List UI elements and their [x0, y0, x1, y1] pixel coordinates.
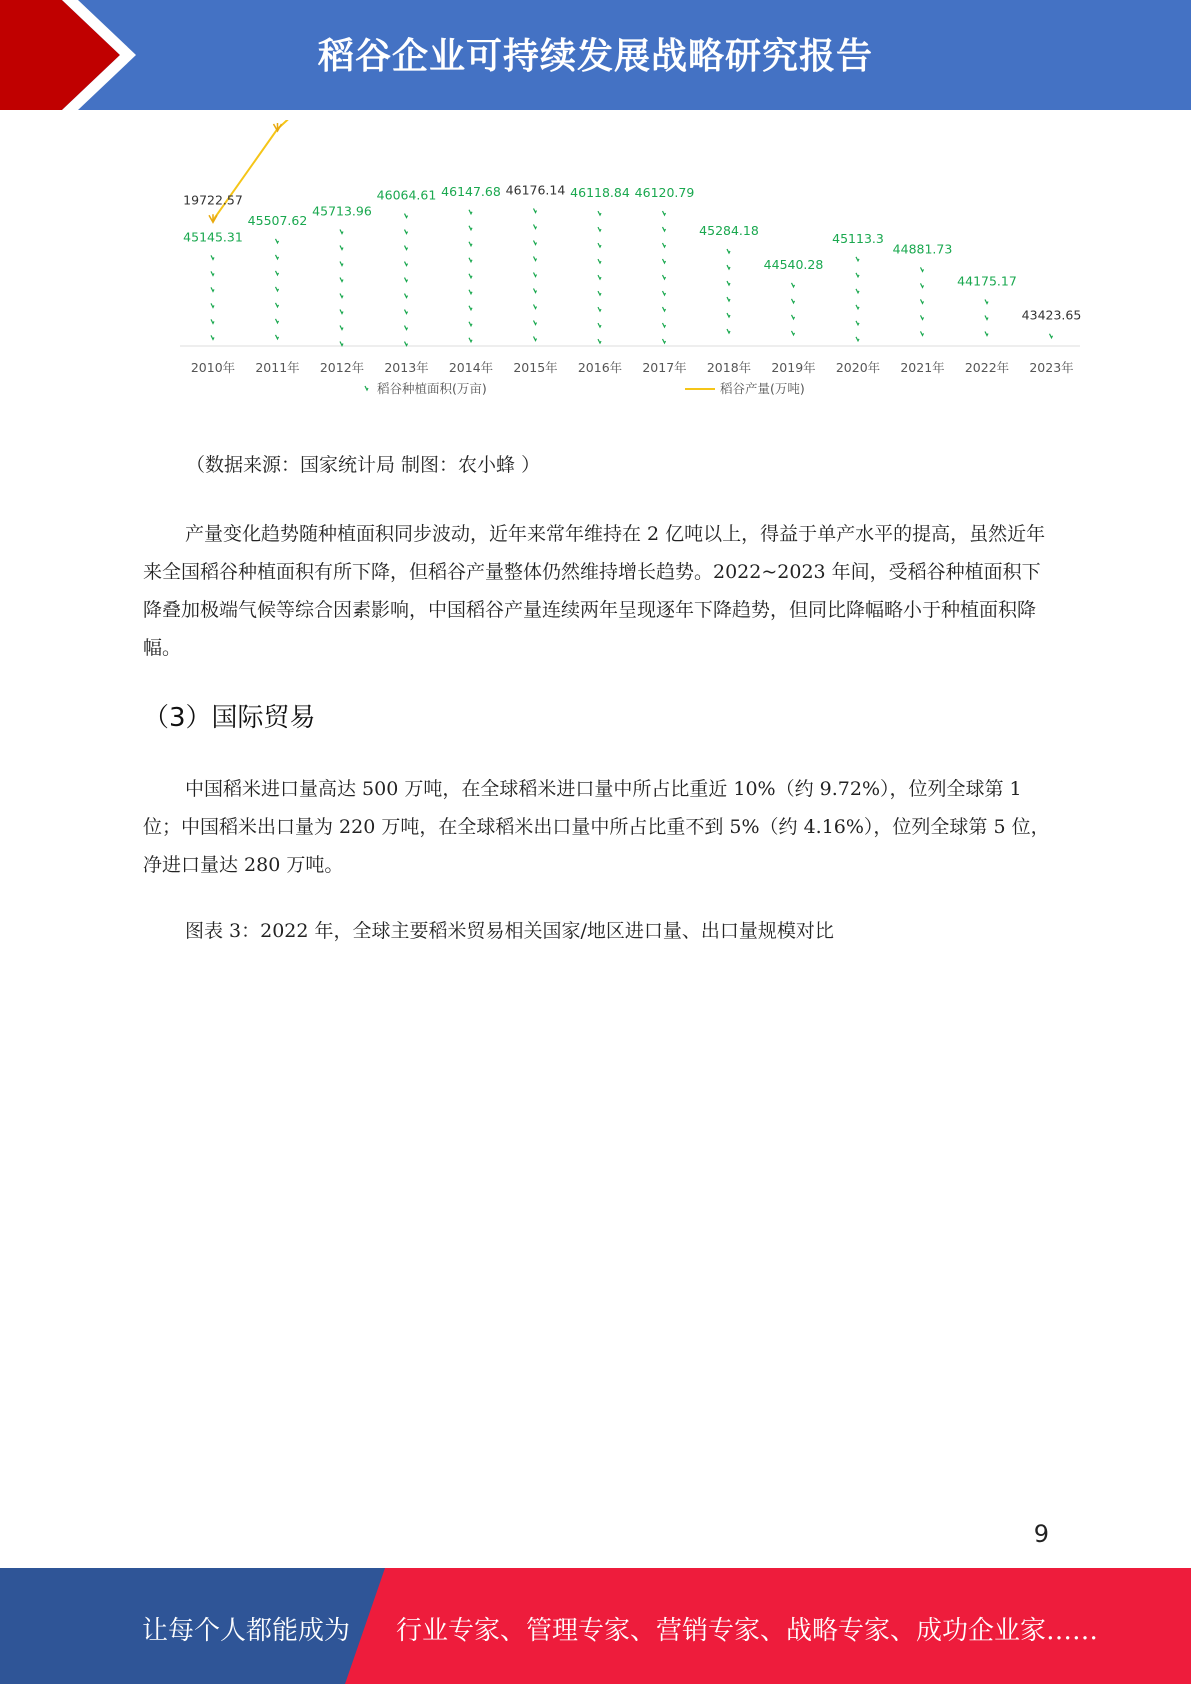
area-seedling-marker	[534, 320, 537, 324]
area-seedling-marker	[340, 278, 343, 282]
x-tick-label: 2021年	[900, 360, 945, 375]
area-seedling-marker	[405, 326, 408, 330]
area-seedling-marker	[405, 262, 408, 266]
footer-slogan-right: 行业专家、管理专家、营销专家、战略专家、成功企业家……	[396, 1616, 1099, 1646]
area-seedling-marker	[1050, 334, 1053, 338]
page-header	[0, 0, 1191, 110]
area-data-label: 46120.79	[634, 185, 695, 201]
area-seedling-marker	[663, 275, 666, 279]
area-seedling-marker	[856, 337, 859, 341]
area-seedling-marker	[405, 342, 408, 346]
x-tick-label: 2015年	[513, 360, 558, 375]
area-seedling-marker	[792, 283, 795, 287]
x-tick-label: 2020年	[835, 360, 881, 375]
report-title: 稻谷企业可持续发展战略研究报告	[317, 36, 873, 77]
area-seedling-marker	[276, 319, 279, 323]
area-data-label: 45284.18	[699, 223, 759, 239]
area-seedling-marker	[405, 278, 408, 282]
area-seedling-marker	[598, 227, 601, 231]
area-data-label: 46176.14	[505, 182, 566, 198]
x-tick-label: 2011年	[255, 360, 300, 375]
area-seedling-marker	[727, 249, 730, 253]
area-seedling-marker	[469, 274, 472, 278]
area-seedling-marker	[663, 339, 666, 343]
x-tick-label: 2022年	[964, 360, 1010, 375]
area-seedling-marker	[340, 294, 343, 298]
area-seedling-marker	[469, 338, 472, 342]
area-data-label: 46064.61	[376, 187, 437, 203]
rice-area-production-chart	[170, 120, 1090, 420]
area-seedling-marker	[469, 242, 472, 246]
area-seedling-marker	[598, 339, 601, 343]
area-seedling-marker	[663, 227, 666, 231]
area-data-label: 45713.96	[312, 203, 372, 219]
legend-area-label: 稻谷种植面积(万亩)	[377, 381, 487, 396]
footer-slogan-left: 让每个人都能成为	[142, 1616, 351, 1646]
x-tick-label: 2014年	[448, 360, 494, 375]
area-seedling-marker	[340, 246, 343, 250]
area-seedling-marker	[534, 256, 537, 260]
area-seedling-marker	[405, 246, 408, 250]
area-seedling-marker	[921, 283, 924, 287]
area-seedling-marker	[985, 332, 988, 336]
area-seedling-marker	[405, 230, 408, 234]
area-seedling-marker	[663, 291, 666, 295]
area-seedling-marker	[985, 316, 988, 320]
area-seedling-marker	[598, 211, 601, 215]
area-seedling-marker	[211, 319, 214, 323]
area-seedling-marker	[985, 300, 988, 304]
x-tick-label: 2019年	[771, 360, 816, 375]
x-tick-label: 2023年	[1029, 360, 1074, 375]
x-tick-label: 2017年	[642, 360, 687, 375]
area-seedling-marker	[727, 297, 730, 301]
area-seedling-marker	[534, 240, 537, 244]
area-data-label: 44540.28	[763, 256, 824, 272]
area-seedling-marker	[727, 313, 730, 317]
area-seedling-marker	[534, 336, 537, 340]
area-seedling-marker	[534, 304, 537, 308]
area-seedling-marker	[921, 299, 924, 303]
area-seedling-marker	[856, 289, 859, 293]
area-seedling-marker	[405, 310, 408, 314]
area-seedling-marker	[340, 310, 343, 314]
area-seedling-marker	[534, 272, 537, 276]
area-seedling-marker	[663, 211, 666, 215]
area-seedling-marker	[792, 315, 795, 319]
area-seedling-marker	[727, 281, 730, 285]
area-seedling-marker	[469, 210, 472, 214]
area-seedling-marker	[663, 323, 666, 327]
production-data-label: 19722.57	[183, 192, 243, 208]
section-heading-international-trade: （3）国际贸易	[143, 703, 316, 733]
area-seedling-marker	[534, 208, 537, 212]
area-seedling-marker	[405, 294, 408, 298]
area-seedling-marker	[469, 306, 472, 310]
area-seedling-marker	[276, 335, 279, 339]
area-data-label: 45145.31	[183, 229, 243, 245]
area-seedling-marker	[727, 329, 730, 333]
area-seedling-marker	[276, 303, 279, 307]
area-seedling-marker	[211, 303, 214, 307]
paragraph-international-trade: 中国稻米进口量高达 500 万吨，在全球稻米进口量中所占比重近 10%（约 9.72%），位列全球第 1 位；中国稻米出口量为 220 万吨，在全球稻米出口量中所占比重不到 5%（约 4.16%），位列全球第 5 位，净进口量达 280 万吨。	[143, 778, 1050, 876]
figure-3-label: 图表 3：2022 年，全球主要稻米贸易相关国家/地区进口量、出口量规模对比	[185, 920, 834, 942]
area-seedling-marker	[727, 265, 730, 269]
area-seedling-marker	[663, 307, 666, 311]
area-seedling-marker	[276, 287, 279, 291]
area-seedling-marker	[598, 323, 601, 327]
area-seedling-marker	[921, 315, 924, 319]
area-seedling-marker	[340, 342, 343, 346]
area-seedling-marker	[921, 267, 924, 271]
area-seedling-marker	[276, 271, 279, 275]
area-seedling-marker	[211, 255, 214, 259]
legend-production-label: 稻谷产量(万吨)	[720, 381, 805, 396]
area-data-label: 44881.73	[892, 241, 953, 257]
x-tick-label: 2010年	[190, 360, 236, 375]
area-seedling-marker	[598, 275, 601, 279]
area-seedling-marker	[211, 335, 214, 339]
legend-area-marker	[365, 386, 368, 390]
area-data-label: 45507.62	[247, 212, 308, 228]
area-seedling-marker	[469, 258, 472, 262]
area-seedling-marker	[792, 331, 795, 335]
area-seedling-marker	[469, 290, 472, 294]
area-seedling-marker	[211, 287, 214, 291]
area-seedling-marker	[276, 239, 279, 243]
x-tick-label: 2016年	[577, 360, 623, 375]
area-seedling-marker	[598, 307, 601, 311]
paragraph-production-trend: 产量变化趋势随种植面积同步波动，近年来常年维持在 2 亿吨以上，得益于单产水平的提高，虽然近年来全国稻谷种植面积有所下降，但稻谷产量整体仍然维持增长趋势。2022~2023 年间，受稻谷种植面积下降叠加极端气候等综合因素影响，中国稻谷产量连续两年呈现逐年下降趋势，但同比降幅略小于种植面积降幅。	[143, 523, 1046, 659]
area-seedling-marker	[276, 255, 279, 259]
x-tick-label: 2013年	[384, 360, 429, 375]
area-seedling-marker	[663, 243, 666, 247]
area-seedling-marker	[856, 321, 859, 325]
area-seedling-marker	[340, 326, 343, 330]
area-seedling-marker	[663, 259, 666, 263]
area-data-label: 46118.84	[570, 185, 630, 201]
area-data-label: 45113.3	[832, 230, 884, 246]
x-tick-label: 2018年	[706, 360, 752, 375]
data-source-caption: （数据来源：国家统计局 制图：农小蜂 ）	[186, 454, 541, 476]
area-seedling-marker	[469, 226, 472, 230]
area-seedling-marker	[921, 331, 924, 335]
area-seedling-marker	[405, 214, 408, 218]
area-seedling-marker	[792, 299, 795, 303]
area-data-label: 46147.68	[441, 183, 501, 199]
area-seedling-marker	[211, 271, 214, 275]
area-seedling-marker	[598, 259, 601, 263]
x-tick-label: 2012年	[319, 360, 365, 375]
area-seedling-marker	[469, 322, 472, 326]
area-seedling-marker	[534, 288, 537, 292]
area-seedling-marker	[856, 273, 859, 277]
area-seedling-marker	[598, 291, 601, 295]
page-footer	[0, 1568, 1191, 1684]
area-seedling-marker	[856, 257, 859, 261]
area-seedling-marker	[856, 305, 859, 309]
area-data-label: 44175.17	[957, 273, 1017, 289]
area-data-label: 43423.65	[1021, 307, 1082, 323]
production-point-marker	[274, 123, 282, 131]
area-seedling-marker	[534, 224, 537, 228]
page-number: 9	[1033, 1520, 1049, 1548]
area-seedling-marker	[340, 230, 343, 234]
area-seedling-marker	[598, 243, 601, 247]
area-seedling-marker	[340, 262, 343, 266]
